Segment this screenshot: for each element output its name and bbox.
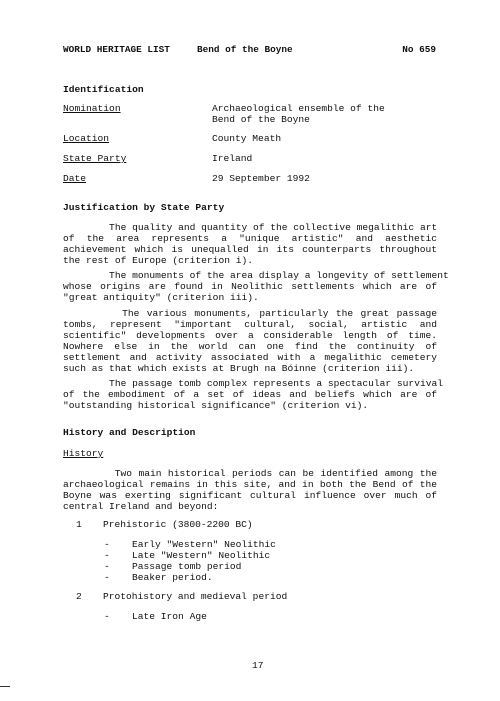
justification-paragraph-4: The passage tomb complex represents a spectacular survival of the embodiment of a set of ideas and beliefs which are of "outstanding historical significance" (criterion vi). — [63, 378, 443, 411]
list-dash: - — [104, 550, 110, 561]
justification-heading: Justification by State Party — [63, 202, 225, 213]
nomination-value: Archaeological ensemble of the Bend of the Boyne — [212, 103, 385, 125]
period-2-title: Protohistory and medieval period — [103, 591, 288, 602]
period-1-number: 1 — [76, 519, 82, 530]
header-site-name: Bend of the Boyne — [197, 44, 293, 55]
identification-heading: Identification — [63, 84, 144, 95]
period-1-item-3: Passage tomb period — [132, 561, 242, 572]
page-number: 17 — [252, 660, 264, 671]
header-list-title: WORLD HERITAGE LIST — [63, 44, 170, 55]
list-dash: - — [104, 561, 110, 572]
period-1-item-1: Early "Western" Neolithic — [132, 539, 276, 550]
date-label: Date — [63, 173, 87, 184]
list-dash: - — [104, 611, 110, 622]
location-value: County Meath — [212, 133, 282, 144]
period-2-number: 2 — [76, 591, 82, 602]
justification-paragraph-2: The monuments of the area display a longevity of settlement whose origins are found in Neolithic settlements which are of "great antiquity" (criterion iii). — [63, 270, 449, 303]
state-party-value: Ireland — [212, 153, 253, 164]
state-party-label: State Party — [63, 153, 127, 164]
justification-paragraph-3: The various monuments, particularly the great passage tombs, represent "important cultural, social, artistic and scientific" developments over a considerable length of time. Nowhere else in the world can one find the continuity of settlement and activity associated with a megalithic cemetery such as that which exists at Brugh na Bóinne (criterion iii). — [63, 308, 437, 374]
date-value: 29 September 1992 — [212, 173, 310, 184]
period-1-title: Prehistoric (3800-2200 BC) — [103, 519, 253, 530]
header-number: No 659 — [402, 44, 436, 55]
nomination-label: Nomination — [63, 103, 121, 114]
history-description-heading: History and Description — [63, 427, 196, 438]
justification-paragraph-1: The quality and quantity of the collective megalithic art of the area represents a "unique artistic" and aesthetic achievement which is unequalled in its counterparts throughout the rest of Europe (criterion i). — [63, 222, 438, 266]
scan-edge-mark — [0, 686, 10, 687]
period-1-item-4: Beaker period. — [132, 572, 213, 583]
history-intro-paragraph: Two main historical periods can be identified among the archaeological remains in this site, and in both the Bend of the Boyne was exerting significant cultural influence over much of central Ireland and beyond: — [63, 468, 437, 512]
history-subheading: History — [63, 448, 104, 459]
list-dash: - — [104, 539, 110, 550]
period-2-item-1: Late Iron Age — [132, 611, 207, 622]
list-dash: - — [104, 572, 110, 583]
page-header — [63, 44, 436, 55]
period-1-item-2: Late "Western" Neolithic — [132, 550, 271, 561]
location-label: Location — [63, 133, 110, 144]
